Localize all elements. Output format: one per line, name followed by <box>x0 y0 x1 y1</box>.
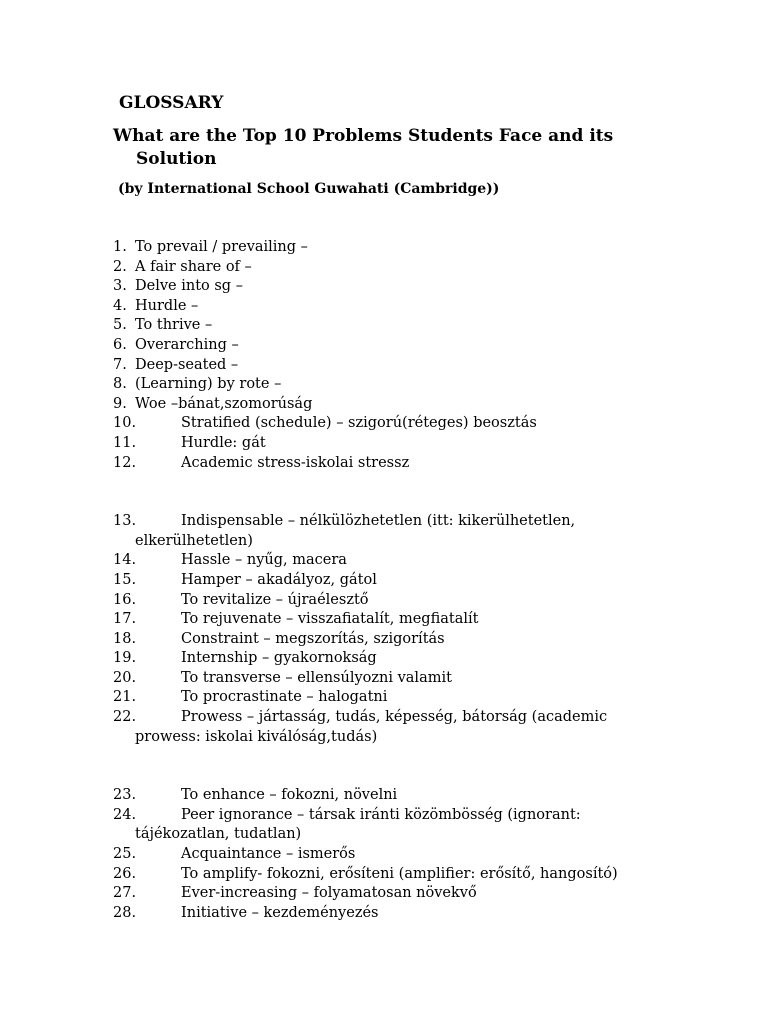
item-text: To transverse – ellensúlyozni valamit <box>181 669 452 686</box>
article-title: What are the Top 10 Problems Students Face and its Solution <box>113 126 614 169</box>
item-number: 21. <box>113 689 137 706</box>
item-number: 18. <box>113 630 137 647</box>
item-number: 3. <box>113 278 127 295</box>
item-number: 26. <box>113 865 137 882</box>
item-text: Prowess – jártasság, tudás, képesség, bátorság (academic prowess: iskolai kiválóság,tudás) <box>135 709 608 745</box>
item-number: 13. <box>113 513 137 530</box>
item-number: 4. <box>113 297 127 314</box>
item-text: Woe –bánat,szomorúság <box>135 395 313 412</box>
item-text: Indispensable – nélkülözhetetlen (itt: kikerülhetetlen, elkerülhetetlen) <box>135 513 576 549</box>
list-item <box>113 258 673 278</box>
item-text: To enhance – fokozni, növelni <box>181 787 398 804</box>
item-number: 9. <box>113 395 127 412</box>
list-item <box>113 591 673 611</box>
list-item <box>113 708 673 747</box>
item-text: Hurdle: gát <box>181 434 266 451</box>
item-number: 23. <box>113 787 137 804</box>
item-number: 15. <box>113 571 137 588</box>
list-item <box>113 512 673 551</box>
list-item <box>113 806 673 845</box>
item-text: Constraint – megszorítás, szigorítás <box>181 630 445 647</box>
item-text: To amplify- fokozni, erősíteni (amplifier: erősítő, hangosító) <box>181 865 618 882</box>
list-item <box>113 414 673 434</box>
list-item <box>113 669 673 689</box>
item-number: 5. <box>113 317 127 334</box>
list-item <box>113 571 673 591</box>
item-text: Hamper – akadályoz, gátol <box>181 571 377 588</box>
list-item <box>113 551 673 571</box>
list-item <box>113 688 673 708</box>
list-item <box>113 316 673 336</box>
list-item <box>113 904 673 924</box>
item-text: To revitalize – újraélesztő <box>181 591 369 608</box>
item-number: 28. <box>113 904 137 921</box>
list-item <box>113 610 673 630</box>
section-gap <box>113 747 673 786</box>
list-item <box>113 395 673 415</box>
glossary-list <box>113 238 673 923</box>
item-text: A fair share of – <box>135 258 252 275</box>
item-number: 27. <box>113 885 137 902</box>
item-number: 14. <box>113 552 137 569</box>
item-text: Overarching – <box>135 336 239 353</box>
item-text: Initiative – kezdeményezés <box>181 904 379 921</box>
item-number: 16. <box>113 591 137 608</box>
item-number: 20. <box>113 669 137 686</box>
item-number: 6. <box>113 336 127 353</box>
item-number: 11. <box>113 434 137 451</box>
list-item <box>113 845 673 865</box>
list-item <box>113 434 673 454</box>
list-item <box>113 884 673 904</box>
item-text: Deep-seated – <box>135 356 239 373</box>
item-text: Acquaintance – ismerős <box>181 846 356 863</box>
item-number: 22. <box>113 709 137 726</box>
item-number: 17. <box>113 611 137 628</box>
list-item <box>113 356 673 376</box>
list-item <box>113 238 673 258</box>
item-number: 2. <box>113 258 127 275</box>
list-item <box>113 297 673 317</box>
item-number: 1. <box>113 239 127 255</box>
item-text: Internship – gyakornokság <box>181 650 377 667</box>
list-item <box>113 649 673 669</box>
item-number: 10. <box>113 415 137 432</box>
item-text: Peer ignorance – társak iránti közömbösség (ignorant: tájékozatlan, tudatlan) <box>135 806 581 843</box>
glossary-heading: GLOSSARY <box>119 93 224 113</box>
section-gap <box>113 473 673 512</box>
item-number: 12. <box>113 454 137 471</box>
item-text: Academic stress-iskolai stressz <box>181 454 410 471</box>
item-text: Delve into sg – <box>135 278 243 295</box>
list-item <box>113 454 673 474</box>
item-text: (Learning) by rote – <box>135 376 282 393</box>
list-item <box>113 630 673 650</box>
item-text: To rejuvenate – visszafiatalít, megfiatalít <box>181 611 479 628</box>
list-item <box>113 786 673 806</box>
item-number: 7. <box>113 356 127 373</box>
list-item <box>113 277 673 297</box>
item-text: To thrive – <box>135 317 213 334</box>
list-item <box>113 336 673 356</box>
item-text: To prevail / prevailing – <box>135 239 308 255</box>
item-number: 19. <box>113 650 137 667</box>
item-number: 24. <box>113 806 137 823</box>
item-text: Stratified (schedule) – szigorú(réteges) beosztás <box>181 415 537 432</box>
item-text: Hurdle – <box>135 297 199 314</box>
article-source: (by International School Guwahati (Cambridge)) <box>118 181 500 197</box>
item-text: Hassle – nyűg, macera <box>181 552 347 569</box>
item-number: 25. <box>113 846 137 863</box>
list-item <box>113 375 673 395</box>
list-item <box>113 865 673 885</box>
item-text: Ever-increasing – folyamatosan növekvő <box>181 885 477 902</box>
item-text: To procrastinate – halogatni <box>181 689 388 706</box>
item-number: 8. <box>113 376 127 393</box>
